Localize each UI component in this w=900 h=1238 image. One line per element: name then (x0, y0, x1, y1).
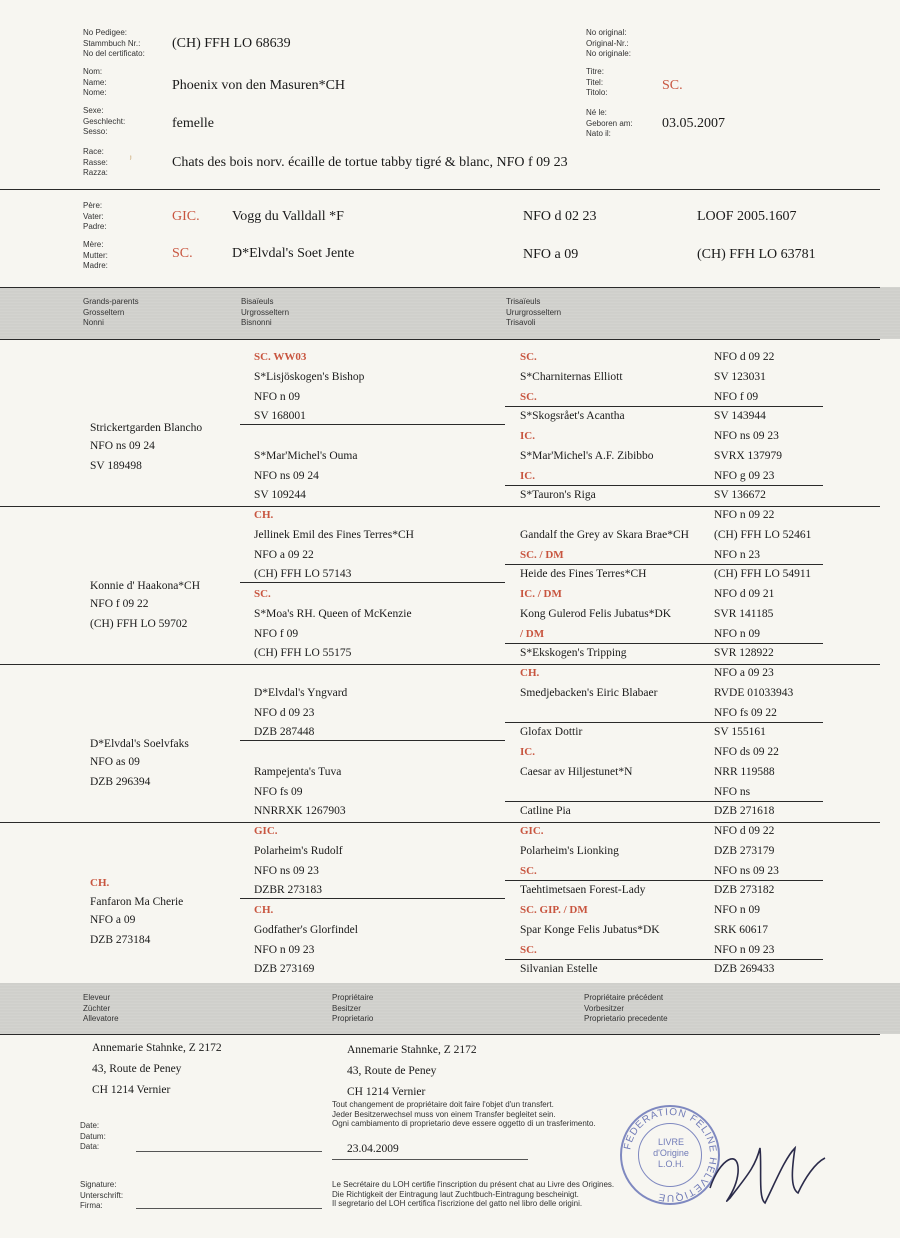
ggg-parent-reg: SV 155161 (714, 726, 766, 739)
ggg-parent-reg: RVDE 01033943 (714, 686, 794, 699)
label: Date: (80, 1121, 100, 1130)
ggg-parent-reg: DZB 269433 (714, 963, 775, 976)
label: Mutter: (83, 250, 108, 260)
grandparent-name: Konnie d' Haakona*CH (90, 580, 201, 593)
breeder-header (83, 993, 119, 1025)
stamp-line: L.O.H. (657, 1159, 684, 1169)
ggg-parent-name: Smedjebacken's Eiric Blabaer (520, 686, 658, 699)
label: Race: (83, 147, 104, 156)
grandparent-reg: (CH) FFH LO 59702 (90, 617, 188, 630)
ggg-parent-reg: NRR 119588 (714, 765, 775, 778)
ggg-parent-title: SC. / DM (520, 548, 564, 561)
note-line: Die Richtigkeit der Eintragung laut Zuchtbuch-Eintragung bescheinigt. (332, 1189, 579, 1199)
name-labels (83, 67, 107, 99)
ggg-parent-name: Kong Gulerod Felis Jubatus*DK (520, 607, 672, 620)
label: Nome: (83, 88, 107, 97)
title-labels (586, 67, 608, 99)
gg-parent-reg: NNRRXK 1267903 (254, 805, 346, 818)
father-ems: NFO d 02 23 (523, 209, 597, 224)
label: Razza: (83, 168, 108, 177)
owner-name: Annemarie Stahnke, Z 2172 (347, 1044, 477, 1056)
gg-parent-reg: (CH) FFH LO 57143 (254, 568, 352, 581)
ggg-parent-ems: NFO a 09 23 (714, 667, 774, 679)
ggg-parent-title: SC. (520, 943, 537, 956)
ggg-parent-name: S*Ekskogen's Tripping (520, 647, 627, 660)
label: Geschlecht: (83, 116, 126, 126)
ggg-parent-title: IC. (520, 746, 535, 758)
gg-parent-reg: (CH) FFH LO 55175 (254, 647, 352, 660)
ggg-parent-ems: NFO g 09 23 (714, 469, 775, 482)
label: Sexe: (83, 106, 104, 115)
header-divider (0, 189, 880, 190)
note-line: Le Secrétaire du LOH certifie l'inscription du présent chat au Livre des Origines. (332, 1180, 615, 1189)
gg-parent-ems: NFO ns 09 24 (254, 469, 319, 482)
gg-parent-reg: DZBR 273183 (254, 884, 323, 897)
ggg-parent-name: Heide des Fines Terres*CH (520, 568, 647, 581)
ggg-parent-ems: NFO f 09 (714, 390, 759, 403)
label: Original-Nr.: (586, 38, 629, 48)
grandparent-reg: SV 189498 (90, 459, 142, 472)
label: Né le: (586, 108, 607, 117)
breeder-name: Annemarie Stahnke, Z 2172 (92, 1042, 222, 1054)
gg-divider (240, 582, 505, 583)
ggg-parent-reg: DZB 273179 (714, 844, 775, 857)
label: Besitzer (332, 1003, 361, 1013)
ggg-parent-ems: NFO n 09 23 (714, 943, 775, 956)
ggg-parent-title: IC. / DM (520, 588, 562, 600)
ggg-parent-name: Spar Konge Felis Jubatus*DK (520, 923, 660, 936)
ggg-parent-name: Polarheim's Lionking (520, 844, 619, 857)
grandparent-ems: NFO f 09 22 (90, 598, 149, 610)
label: Data: (80, 1142, 100, 1151)
label: Firma: (80, 1201, 103, 1210)
label: Mère: (83, 240, 104, 249)
note-line: Il segretario del LOH certifica l'iscrizione del gatto nel libro delle origini. (332, 1199, 583, 1208)
cat-sex: femelle (172, 116, 214, 131)
grandparent-title: CH. (90, 876, 110, 889)
ggg-parent-ems: NFO n 09 22 (714, 509, 775, 521)
breed-labels (83, 147, 108, 179)
ggg-parent-name: Silvanian Estelle (520, 963, 598, 976)
label: Vorbesitzer (584, 1003, 625, 1013)
label: Nato il: (586, 129, 611, 138)
gg-parent-name: D*Elvdal's Yngvard (254, 686, 348, 699)
ggg-parent-name: Gandalf the Grey av Skara Brae*CH (520, 528, 689, 541)
gg-parent-name: S*Mar'Michel's Ouma (254, 449, 358, 462)
ggg-parent-ems: NFO n 09 (714, 904, 761, 916)
label: Nonni (83, 318, 104, 327)
stamp-center-text (639, 1137, 703, 1170)
cat-title: SC. (662, 78, 683, 93)
stamp-inner-circle (638, 1123, 702, 1187)
grandparent-name: D*Elvdal's Soelvfaks (90, 738, 189, 751)
band-top-rule (0, 287, 880, 288)
gg-parent-name: Polarheim's Rudolf (254, 844, 343, 857)
original-number-labels (586, 28, 631, 60)
mother-name: D*Elvdal's Soet Jente (232, 246, 355, 261)
owner-address (347, 1040, 477, 1103)
ggg-parent-name: S*Mar'Michel's A.F. Zibibbo (520, 449, 654, 462)
ggg-parent-title: SC. (520, 351, 537, 363)
ggg-parent-reg: DZB 273182 (714, 884, 775, 897)
grandparents-header (83, 297, 139, 329)
note-line: Jeder Besitzerwechsel muss von einem Transfer begleitet sein. (332, 1109, 556, 1119)
label: No Pedigee: (83, 28, 128, 37)
label: Eleveur (83, 993, 111, 1002)
gg-parent-title: CH. (254, 904, 274, 916)
label: Signature: (80, 1180, 117, 1189)
stamp-line: LIVRE (657, 1137, 684, 1147)
ggg-parent-title: SC. (520, 864, 537, 877)
stamp-ring-label: FEDERATION FELINE HELVETIQUE (622, 1106, 719, 1204)
band-bottom-rule (0, 339, 880, 340)
date-line-right (332, 1159, 528, 1160)
owners-band-bottom-rule (0, 1034, 880, 1035)
gg-parent-name: Godfather's Glorfindel (254, 923, 358, 936)
date-labels (80, 1121, 106, 1153)
father-title: GIC. (172, 209, 200, 224)
gg-parent-ems: NFO fs 09 (254, 785, 303, 798)
ggg-parent-title: CH. (520, 667, 540, 679)
ggg-parent-ems: NFO ns 09 23 (714, 864, 779, 877)
signature-line (136, 1208, 322, 1209)
label: Rasse: (83, 157, 108, 167)
ggg-divider (505, 959, 823, 960)
ggg-parent-ems: NFO n 09 (714, 627, 761, 640)
ggg-parent-ems: NFO n 23 (714, 548, 761, 561)
label: No del certificato: (83, 49, 145, 58)
ggg-parent-reg: SV 143944 (714, 410, 766, 423)
label: Ururgrosseltern (506, 307, 562, 317)
transfer-note (332, 1100, 596, 1129)
label: Padre: (83, 222, 107, 231)
ggg-parent-name: S*Skogsrået's Acantha (520, 410, 625, 423)
ggg-parent-title: GIC. (520, 825, 544, 837)
grandparent-divider (0, 822, 880, 823)
ggg-parent-ems: NFO d 09 21 (714, 588, 775, 600)
label: Père: (83, 201, 103, 210)
birth-date: 03.05.2007 (662, 116, 725, 131)
gg-divider (240, 898, 505, 899)
date-line-left (136, 1151, 322, 1152)
breeder-street: 43, Route de Peney (92, 1063, 182, 1075)
ggg-divider (505, 564, 823, 565)
owner-city: CH 1214 Vernier (347, 1086, 426, 1098)
gg-parent-name: Jellinek Emil des Fines Terres*CH (254, 528, 414, 541)
father-name: Vogg du Valldall *F (232, 209, 344, 224)
ggg-parent-title: / DM (520, 627, 545, 640)
gg-parent-title: SC. (254, 588, 271, 600)
label: Trisavoli (506, 318, 536, 327)
father-registration: LOOF 2005.1607 (697, 209, 797, 224)
gg-parent-title: GIC. (254, 825, 278, 837)
mother-registration: (CH) FFH LO 63781 (697, 247, 816, 262)
gg-parent-ems: NFO d 09 23 (254, 706, 315, 719)
previous-owner-header (584, 993, 668, 1025)
grandparent-name: Strickertgarden Blancho (90, 422, 203, 435)
label: Titel: (586, 77, 604, 87)
ggg-parent-title: IC. (520, 430, 535, 442)
label: No original: (586, 28, 627, 37)
label: Sesso: (83, 127, 108, 136)
ggg-parent-name: S*Tauron's Riga (520, 489, 596, 502)
cat-name: Phoenix von den Masuren*CH (172, 78, 346, 93)
ggg-parent-reg: SRK 60617 (714, 923, 768, 936)
ggg-parent-reg: SVRX 137979 (714, 449, 783, 462)
gg-parent-ems: NFO n 09 23 (254, 943, 315, 956)
ggg-divider (505, 880, 823, 881)
label: Propriétaire (332, 993, 374, 1002)
label: Unterschrift: (80, 1190, 124, 1200)
ggg-parent-name: Taehtimetsaen Forest-Lady (520, 884, 646, 897)
label: Madre: (83, 261, 108, 270)
owner-street: 43, Route de Peney (347, 1065, 437, 1077)
grandparent-ems: NFO a 09 (90, 914, 136, 926)
ggg-parent-name: Caesar av Hiljestunet*N (520, 765, 633, 778)
gg-parent-name: S*Lisjöskogen's Bishop (254, 370, 365, 383)
gg-parent-ems: NFO f 09 (254, 627, 299, 640)
label: Geboren am: (586, 118, 633, 128)
label: Proprietario precedente (584, 1014, 668, 1023)
born-labels (586, 108, 633, 140)
ggg-divider (505, 801, 823, 802)
ggg-divider (505, 485, 823, 486)
label: Name: (83, 77, 107, 87)
ggg-parent-reg: SVR 141185 (714, 607, 774, 620)
label: Trisaïeuls (506, 297, 541, 306)
owner-header (332, 993, 373, 1025)
ggg-parent-ems: NFO ns 09 23 (714, 430, 779, 442)
gg-divider (240, 740, 505, 741)
gg-parent-title: SC. WW03 (254, 351, 307, 363)
grandparent-reg: DZB 273184 (90, 933, 151, 946)
gg-parent-ems: NFO n 09 (254, 390, 301, 403)
label: Urgrosseltern (241, 307, 290, 317)
gg-parent-title: CH. (254, 509, 274, 521)
label: Züchter (83, 1003, 111, 1013)
gg-parent-reg: SV 109244 (254, 489, 306, 502)
breeder-address (92, 1038, 222, 1101)
ggg-divider (505, 406, 823, 407)
label: Propriétaire précédent (584, 993, 664, 1002)
father-labels (83, 201, 107, 233)
ggg-parent-reg: (CH) FFH LO 54911 (714, 568, 812, 581)
gg-parent-reg: DZB 273169 (254, 963, 315, 976)
ggg-parent-reg: DZB 271618 (714, 805, 775, 818)
label: No originale: (586, 49, 631, 58)
ggg-parent-title: SC. GIP. / DM (520, 904, 588, 916)
gg-parent-reg: DZB 287448 (254, 726, 315, 739)
mother-labels (83, 240, 108, 272)
label: Allevatore (83, 1014, 119, 1023)
ggg-parent-title: SC. (520, 390, 537, 403)
great-grandparents-header (241, 297, 289, 329)
gg-parent-ems: NFO a 09 22 (254, 548, 314, 561)
label: Grands-parents (83, 297, 139, 306)
gg-parent-reg: SV 168001 (254, 410, 306, 423)
label: Proprietario (332, 1014, 374, 1023)
gg-parent-ems: NFO ns 09 23 (254, 864, 319, 877)
issue-date: 23.04.2009 (347, 1143, 399, 1155)
pedigree-number: (CH) FFH LO 68639 (172, 36, 291, 51)
ggg-parent-ems: NFO ds 09 22 (714, 746, 779, 758)
grandparent-name: Fanfaron Ma Cherie (90, 896, 184, 909)
gg-parent-name: S*Moa's RH. Queen of McKenzie (254, 607, 412, 620)
grandparent-ems: NFO ns 09 24 (90, 440, 155, 452)
ggg-parent-name: Catline Pia (520, 805, 571, 818)
ggg-parent-ems: NFO fs 09 22 (714, 706, 777, 719)
label: Titre: (586, 67, 604, 76)
ggg-parent-name: S*Charniternas Elliott (520, 370, 623, 383)
ggg-parent-name: Glofax Dottir (520, 726, 583, 739)
tick-mark-icon: ʲ (130, 153, 132, 163)
label: Datum: (80, 1131, 106, 1141)
sex-labels (83, 106, 125, 138)
grandparent-reg: DZB 296394 (90, 775, 151, 788)
label: Vater: (83, 211, 104, 221)
grandparent-ems: NFO as 09 (90, 756, 140, 768)
label: Stammbuch Nr.: (83, 38, 141, 48)
ggg-parent-reg: (CH) FFH LO 52461 (714, 528, 812, 541)
ggg-divider (505, 722, 823, 723)
ggg-parent-reg: SV 123031 (714, 370, 766, 383)
handwritten-signature (700, 1128, 830, 1218)
label: Nom: (83, 67, 103, 76)
ggg-divider (505, 643, 823, 644)
ggg-parent-reg: SVR 128922 (714, 647, 774, 660)
label: Titolo: (586, 88, 608, 97)
mother-ems: NFO a 09 (523, 247, 579, 262)
great-great-grandparents-header (506, 297, 561, 329)
gg-parent-name: Rampejenta's Tuva (254, 765, 342, 778)
ggg-parent-ems: NFO d 09 22 (714, 825, 775, 837)
breeder-city: CH 1214 Vernier (92, 1084, 171, 1096)
stamp-line: d'Origine (653, 1148, 689, 1158)
grandparent-divider (0, 664, 880, 665)
ggg-parent-reg: SV 136672 (714, 489, 766, 502)
note-line: Tout changement de propriétaire doit faire l'objet d'un transfert. (332, 1100, 554, 1109)
mother-title: SC. (172, 246, 193, 261)
label: Bisaïeuls (241, 297, 274, 306)
note-line: Ogni cambiamento di proprietario deve essere oggetto di un trasferimento. (332, 1119, 596, 1128)
ggg-parent-ems: NFO ns (714, 785, 751, 798)
breed-description: Chats des bois norv. écaille de tortue tabby tigré & blanc, NFO f 09 23 (172, 155, 568, 170)
signature-labels (80, 1180, 123, 1212)
ggg-parent-title: IC. (520, 469, 535, 482)
grandparent-divider (0, 506, 880, 507)
gg-divider (240, 424, 505, 425)
label: Grosseltern (83, 307, 125, 317)
pedigree-number-labels (83, 28, 145, 60)
ggg-parent-ems: NFO d 09 22 (714, 351, 775, 363)
label: Bisnonni (241, 318, 272, 327)
certification-note (332, 1180, 614, 1209)
owners-header-band (0, 983, 900, 1034)
